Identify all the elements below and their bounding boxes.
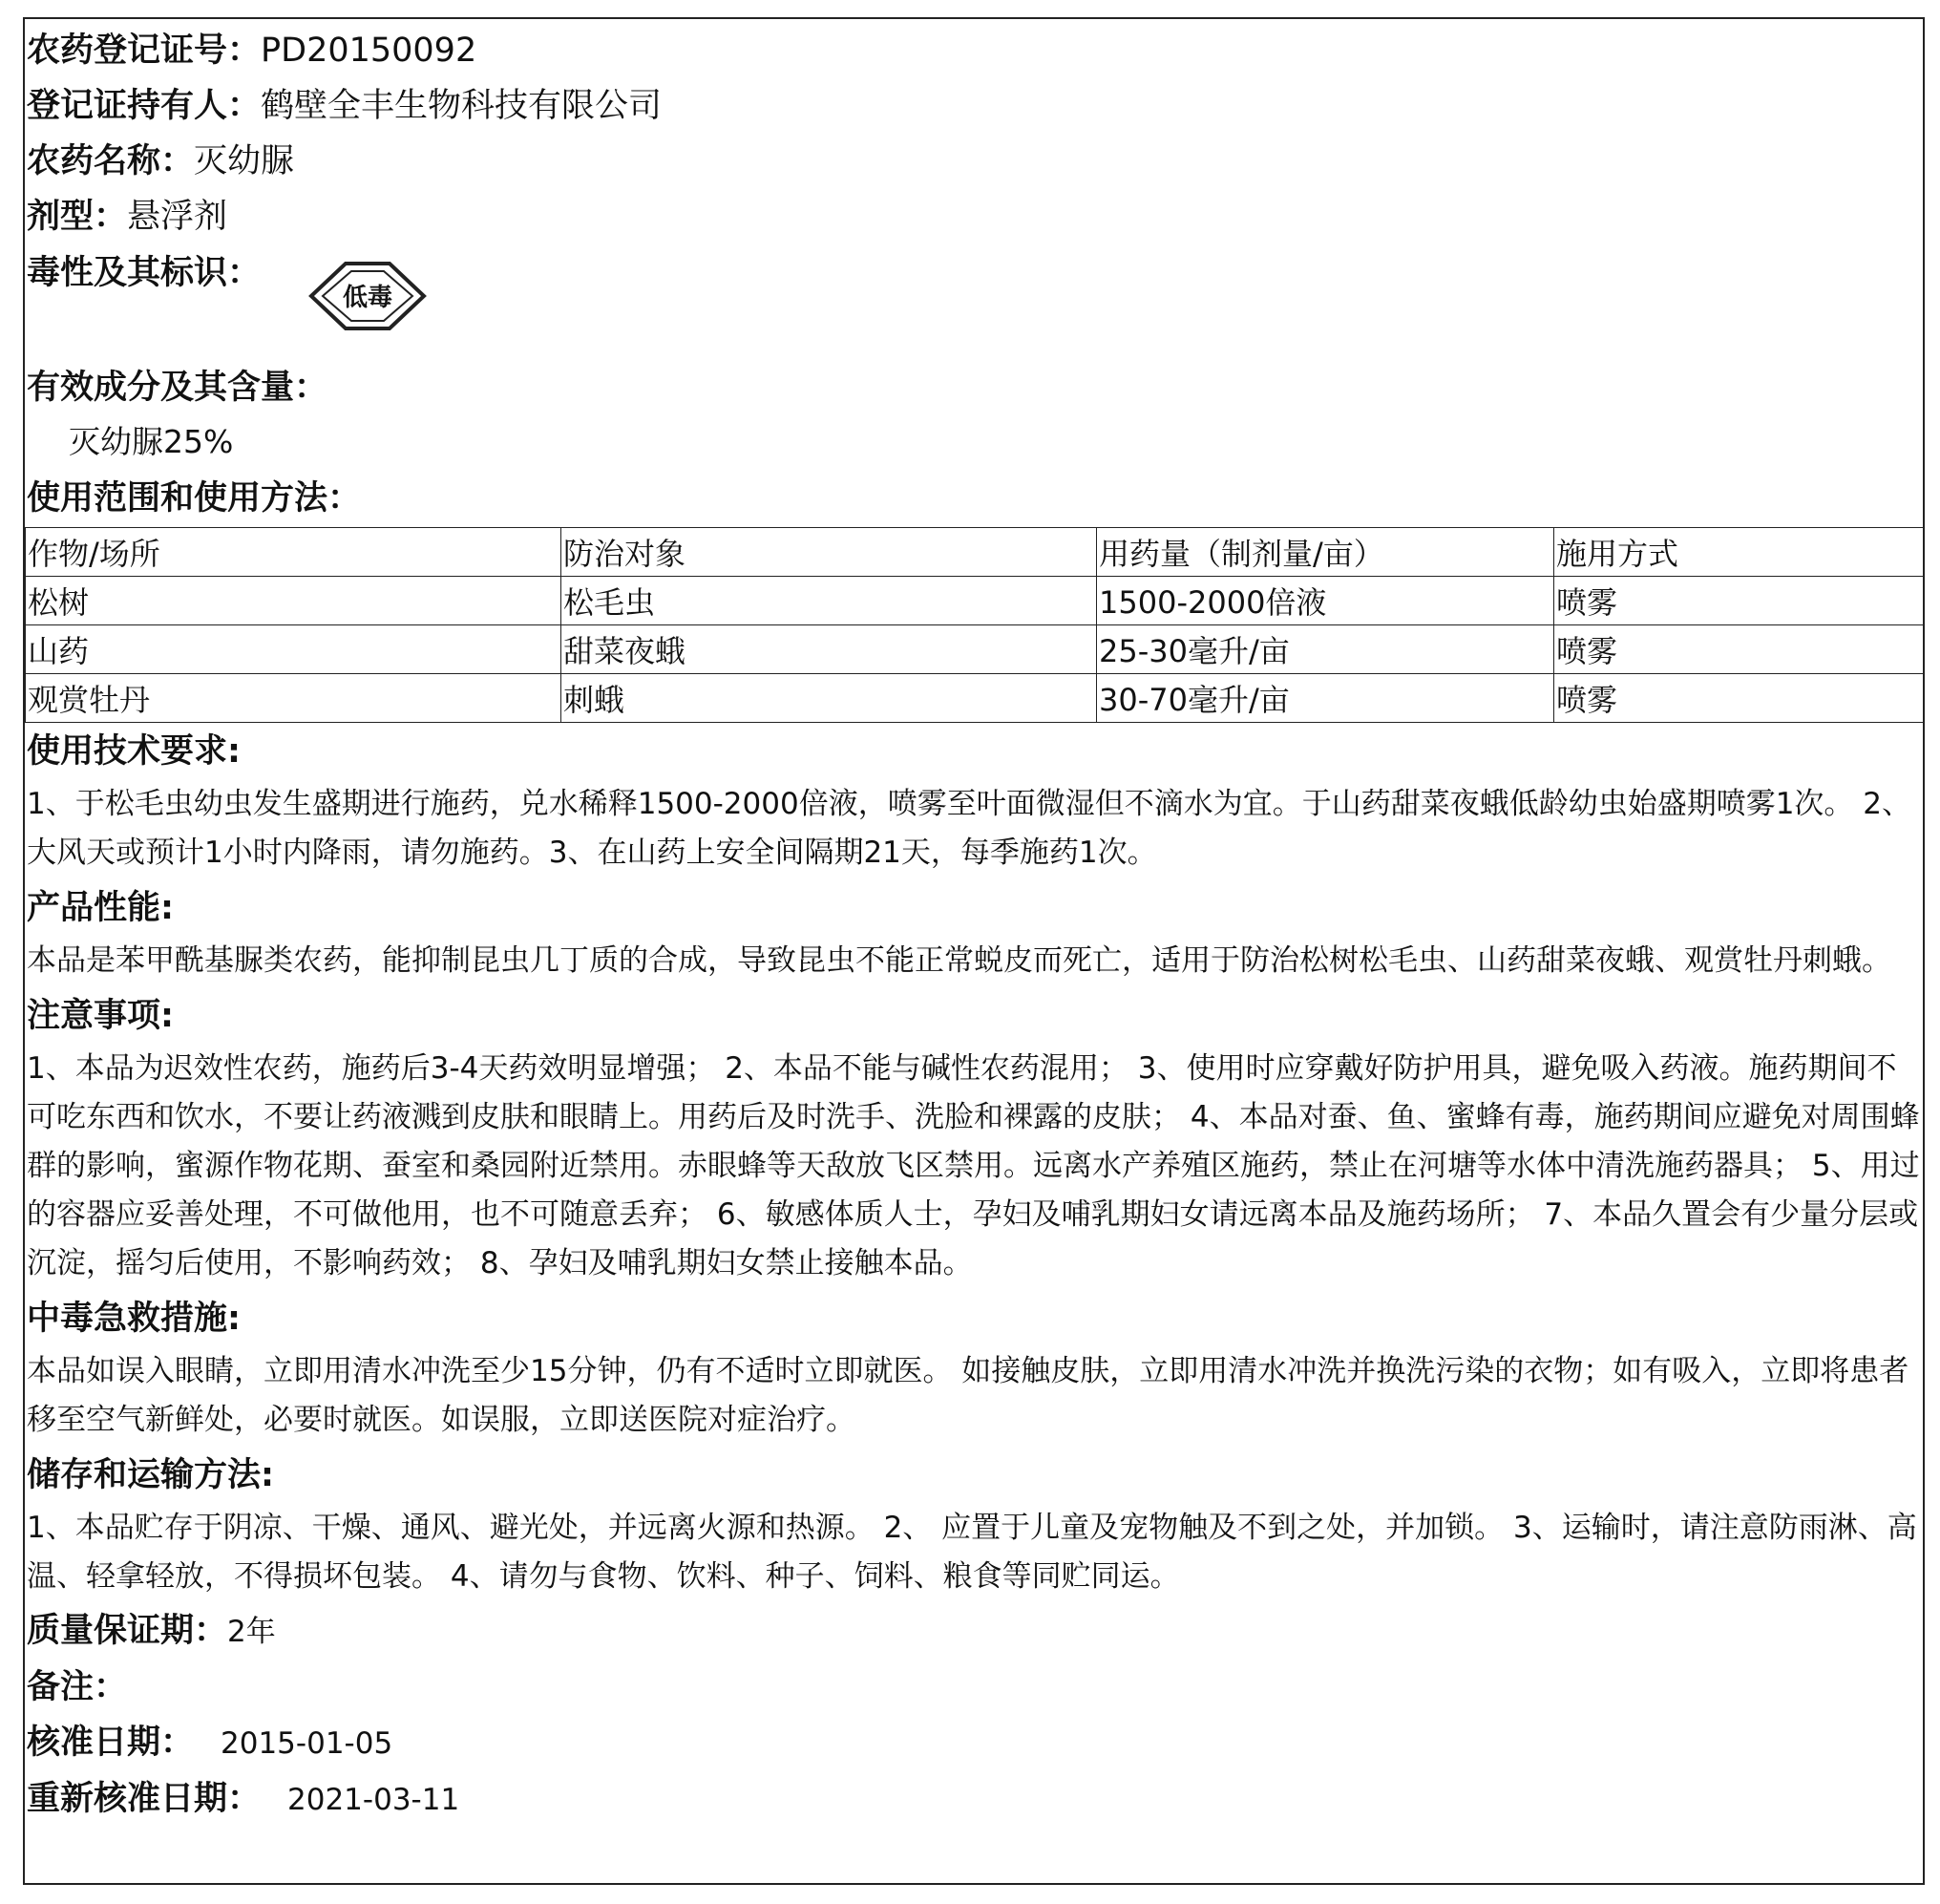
- product-performance-text: 本品是苯甲酰基脲类农药，能抑制昆虫几丁质的合成，导致昆虫不能正常蜕皮而死亡，适用于防治松树松毛虫、山药甜菜夜蛾、观赏牡丹刺蛾。: [27, 943, 1891, 978]
- usage-cell-target: 刺蛾: [561, 674, 1097, 723]
- product-performance-label: 产品性能:: [27, 889, 174, 927]
- first-aid-label: 中毒急救措施:: [27, 1300, 241, 1338]
- table-row: [26, 625, 1925, 674]
- precautions-label: 注意事项:: [27, 997, 174, 1035]
- table-row: [26, 577, 1925, 625]
- usage-cell-method: 喷雾: [1554, 625, 1925, 674]
- registration-number-row: [27, 23, 1921, 78]
- pesticide-registration-record: [23, 17, 1925, 1885]
- usage-header-dosage: 用药量（制剂量/亩）: [1097, 528, 1554, 577]
- table-row: [26, 674, 1925, 723]
- usage-cell-dosage: 25-30毫升/亩: [1097, 625, 1554, 674]
- usage-cell-method: 喷雾: [1554, 674, 1925, 723]
- reapproval-date-label: 重新核准日期：: [27, 1780, 262, 1818]
- remarks-row: [27, 1660, 1921, 1715]
- shelf-life-label: 质量保证期：: [27, 1612, 228, 1650]
- usage-cell-crop: 松树: [26, 577, 561, 625]
- shelf-life-value: 2年: [227, 1615, 276, 1649]
- approval-date-label: 核准日期：: [27, 1724, 195, 1762]
- pesticide-name-label: 农药名称：: [27, 142, 195, 180]
- shelf-life-row: [27, 1603, 1921, 1660]
- usage-cell-target: 甜菜夜蛾: [561, 625, 1097, 674]
- first-aid-text: 本品如误入眼睛，立即用清水冲洗至少15分钟，仍有不适时立即就医。 如接触皮肤，立即用清水冲洗并换洗污染的衣物；如有吸入，立即将患者移至空气新鲜处，必要时就医。如误服，立即送医院对症治疗。: [27, 1354, 1909, 1437]
- reapproval-date-row: [27, 1771, 1921, 1828]
- low-toxicity-badge-text: 低毒: [342, 284, 393, 312]
- formulation-label: 剂型：: [27, 198, 128, 236]
- approval-date-row: [27, 1715, 1921, 1771]
- registration-number-label: 农药登记证号：: [27, 32, 262, 70]
- usage-cell-crop: 观赏牡丹: [26, 674, 561, 723]
- technical-requirements-text: 1、于松毛虫幼虫发生盛期进行施药，兑水稀释1500-2000倍液，喷雾至叶面微湿但不滴水为宜。于山药甜菜夜蛾低龄幼虫始盛期喷雾1次。 2、大风天或预计1小时内降雨，请勿施药。3、在山药上安全间隔期21天，每季施药1次。: [27, 787, 1911, 870]
- storage-label: 储存和运输方法:: [27, 1456, 274, 1494]
- formulation-row: [27, 189, 1921, 244]
- ingredients-label: 有效成分及其含量：: [27, 369, 328, 407]
- usage-cell-dosage: 1500-2000倍液: [1097, 577, 1554, 625]
- ingredients-value: 灭幼脲25%: [69, 423, 234, 460]
- usage-cell-dosage: 30-70毫升/亩: [1097, 674, 1554, 723]
- holder-label: 登记证持有人：: [27, 87, 262, 125]
- usage-label: 使用范围和使用方法：: [27, 479, 362, 518]
- usage-header-method: 施用方式: [1554, 528, 1925, 577]
- toxicity-row: [27, 244, 1921, 359]
- usage-header-crop: 作物/场所: [26, 528, 561, 577]
- pesticide-name-value: 灭幼脲: [194, 142, 295, 180]
- usage-table: [25, 527, 1925, 723]
- usage-cell-crop: 山药: [26, 625, 561, 674]
- toxicity-label: 毒性及其标识：: [27, 254, 262, 292]
- holder-value: 鹤壁全丰生物科技有限公司: [261, 87, 663, 125]
- storage-text: 1、本品贮存于阴凉、干燥、通风、避光处，并远离火源和热源。 2、 应置于儿童及宠物触及不到之处，并加锁。 3、运输时，请注意防雨淋、高温、轻拿轻放，不得损坏包装。 4、请勿与食物、饮料、种子、饲料、粮食等同贮同运。: [27, 1511, 1917, 1594]
- approval-date-value: 2015-01-05: [221, 1726, 393, 1761]
- usage-cell-target: 松毛虫: [561, 577, 1097, 625]
- registration-number-value: PD20150092: [261, 32, 477, 70]
- precautions-text: 1、本品为迟效性农药，施药后3-4天药效明显增强； 2、本品不能与碱性农药混用； 3、使用时应穿戴好防护用具，避免吸入药液。施药期间不可吃东西和饮水，不要让药液溅到皮肤和眼睛上。用药后及时洗手、洗脸和裸露的皮肤； 4、本品对蚕、鱼、蜜蜂有毒，施药期间应避免对周围蜂群的影响，蜜源作物花期、蚕室和桑园附近禁用。赤眼蜂等天敌放飞区禁用。远离水产养殖区施药，禁止在河塘等水体中清洗施药器具； 5、用过的容器应妥善处理，不可做他用，也不可随意丢弃； 6、敏感体质人士，孕妇及哺乳期妇女请远离本品及施药场所； 7、本品久置会有少量分层或沉淀，摇匀后使用，不影响药效； 8、孕妇及哺乳期妇女禁止接触本品。: [27, 1051, 1920, 1280]
- usage-cell-method: 喷雾: [1554, 577, 1925, 625]
- low-toxicity-icon: [306, 254, 430, 338]
- usage-table-header: [26, 528, 1925, 577]
- pesticide-name-row: [27, 134, 1921, 189]
- remarks-label: 备注：: [27, 1668, 128, 1706]
- reapproval-date-value: 2021-03-11: [287, 1783, 460, 1817]
- technical-requirements-label: 使用技术要求:: [27, 732, 241, 771]
- usage-header-target: 防治对象: [561, 528, 1097, 577]
- holder-row: [27, 78, 1921, 134]
- formulation-value: 悬浮剂: [127, 198, 228, 236]
